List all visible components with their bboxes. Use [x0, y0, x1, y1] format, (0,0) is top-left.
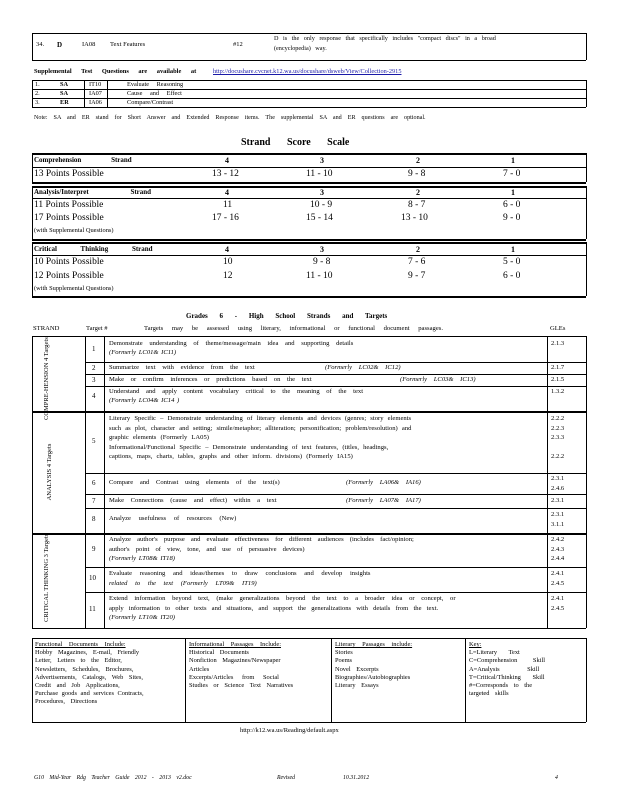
box-line: #=Corresponds to the: [469, 681, 533, 689]
gle-value: 2.4.6: [551, 484, 565, 492]
target-number: 4: [92, 392, 96, 400]
scale-col-2: 2: [416, 156, 420, 165]
target-2-text: Summarize text with evidence from the text: [109, 364, 255, 371]
targets-header-rule: [32, 336, 586, 337]
supp-row-type: SA: [60, 81, 69, 88]
q34-bottom-rule: [32, 60, 586, 61]
target-text-line: captions, maps, charts, tables, graphs and other inform. divisions) (Formerly IA15): [109, 453, 353, 461]
header-gles: GLEs: [550, 325, 566, 332]
boxes-vrule: [32, 638, 33, 722]
scale-col-1: 1: [511, 245, 515, 254]
section-rule-3: [32, 628, 586, 629]
box-line: targeted skills: [469, 690, 509, 698]
gle-value: 2.4.5: [551, 604, 565, 612]
row-rule: [85, 362, 586, 363]
target-3-text: Make or confirm inferences or predictions based on the text: [109, 376, 312, 383]
supp-row-number: 1.: [35, 81, 40, 88]
target-9-gles: [551, 535, 564, 564]
box-title: Informational Passages Include:: [189, 641, 281, 648]
gle-value: 2.2.3: [551, 424, 565, 432]
box-line: A=Analysis Skill: [469, 665, 540, 673]
row-rule: [85, 494, 586, 495]
box-line: T=Critical/Thinking Skill: [469, 673, 545, 681]
target-number: 11: [89, 605, 96, 613]
supp-row-type: ER: [60, 99, 69, 106]
box-line: Credit and Job Applications,: [35, 681, 120, 689]
scale-value: 10: [223, 257, 233, 267]
footer-date: 10.31.2012: [343, 775, 370, 781]
target-9-text: [109, 535, 541, 564]
scale-value: 13 - 10: [401, 213, 428, 223]
targets-frame-right: [586, 336, 587, 628]
supp-row-desc: Evaluate Reasoning: [127, 81, 184, 88]
scale-block1-right: [586, 153, 587, 182]
scale-row-label: 17 Points Possible: [34, 213, 104, 223]
scale-value: 9 - 0: [503, 213, 521, 223]
scale-value: 8 - 7: [408, 200, 426, 210]
target-number: 9: [92, 545, 96, 553]
target-text-line: Understand and apply content vocabulary critical to the meaning of the text: [109, 388, 364, 395]
targets-frame-left: [32, 336, 33, 628]
scale-block3-right: [586, 242, 587, 296]
row-rule: [85, 567, 586, 568]
supplemental-heading: Supplemental Test Questions are available at: [34, 68, 197, 75]
strand-comprehension-text: COMPRE-HENSION 4 Targets: [43, 337, 50, 420]
scale-value: 9 - 8: [408, 169, 426, 179]
scale-block2-right: [586, 186, 587, 239]
target-number: 6: [92, 479, 96, 487]
scale-row-label: 10 Points Possible: [34, 257, 104, 267]
scale-value: 13 - 12: [212, 169, 239, 179]
gle-value: 2.1.7: [551, 364, 565, 371]
supp-rule-1: [32, 80, 586, 81]
q34-number: 34.: [36, 41, 45, 48]
scale-col-4: 4: [225, 188, 229, 197]
box-line: Procedures, Directions: [35, 698, 98, 706]
scale-value: 17 - 16: [212, 213, 239, 223]
row-rule: [85, 592, 586, 593]
supp-vrule-3: [107, 80, 108, 107]
box-line: Excerpts/Articles from Social: [189, 673, 279, 681]
supp-row-code: IA07: [89, 90, 102, 97]
scale-value: 11 - 10: [306, 271, 333, 281]
supp-row-code: IA06: [89, 99, 102, 106]
box-line: Stories: [335, 649, 353, 657]
targets-col-strand: [85, 336, 86, 628]
gle-value: 1.3.2: [551, 388, 565, 395]
gle-value: 2.4.4: [551, 555, 565, 563]
gle-value: 2.1.5: [551, 376, 565, 383]
box-line: Novel Excerpts: [335, 665, 379, 673]
scale-block3-top: [32, 242, 586, 244]
q34-left-rule: [32, 33, 33, 60]
box-title: Functional Documents Include:: [35, 641, 126, 648]
target-text-line: Informational/Functional Specific – Demonstrate understanding of text features, (titles, headings,: [109, 443, 389, 451]
box-informational-passages: [189, 641, 329, 690]
target-number: 2: [92, 364, 96, 372]
target-text-line: apply information to other texts and situations, and support the generalizations with details from the text.: [109, 604, 439, 612]
scale-value: 11: [223, 200, 233, 210]
scale-col-4: 4: [225, 156, 229, 165]
scale-block3-left: [32, 242, 33, 296]
section-rule-1: [32, 411, 586, 413]
target-number: 8: [92, 515, 96, 523]
target-11-gles: [551, 594, 564, 613]
top-rule: [32, 33, 586, 34]
q34-right-rule: [586, 33, 587, 60]
scale-value: 11 - 10: [306, 169, 333, 179]
target-number: 10: [89, 574, 96, 582]
target-text-line: Evaluate reasoning and ideas/themes to draw conclusions and develop insights: [109, 570, 371, 577]
gle-value: 2.1.3: [551, 340, 565, 347]
target-number: 3: [92, 376, 96, 384]
supp-vrule-4: [586, 80, 587, 107]
q34-code: IA08: [82, 41, 96, 48]
scale-value: 9 - 8: [313, 257, 331, 267]
target-formerly: (Formerly LA06& IA16): [346, 479, 421, 486]
target-text-line: Extend information beyond text, (make generalizations beyond the text to a broader idea or concept, or: [109, 595, 456, 602]
target-text-line: related to the text (Formerly LT09& IT19): [109, 579, 257, 587]
supp-row-type: SA: [60, 90, 69, 97]
strand-critical-text: CRITICAL THINKING 3 Targets: [43, 533, 50, 622]
target-text-line: Demonstrate understanding of theme/message/main idea and supporting details: [109, 340, 354, 347]
target-8-gles: [551, 510, 564, 529]
target-6-gles: [551, 474, 564, 493]
strand-critical-label: [43, 533, 74, 622]
boxes-vrule: [331, 638, 332, 722]
scale-block1-top: [32, 153, 586, 155]
scale-value: 9 - 7: [408, 271, 426, 281]
scale-row-label: 13 Points Possible: [34, 169, 104, 179]
scale-value: 6 - 0: [503, 200, 521, 210]
scale-title: Strand Score Scale: [241, 137, 350, 148]
target-6-text: Compare and Contrast using elements of the text(s): [109, 479, 280, 486]
supp-rule-2: [32, 89, 586, 90]
supplemental-link[interactable]: http://docushare.cvcnet.k12.wa.us/docushare/dsweb/View/Collection-2915: [213, 68, 402, 75]
strand-analysis-label: [47, 432, 71, 512]
scale-value: 12: [223, 271, 233, 281]
scale-block1-mid: [32, 167, 586, 168]
scale-block2-bottom: [32, 239, 586, 241]
q34-desc-line2: (encyclopedia) way.: [274, 45, 327, 52]
q34-desc-line1: D is the only response that specifically includes "compact discs" in a broad: [274, 35, 496, 42]
boxes-vrule: [465, 638, 466, 722]
box-functional-documents: [35, 641, 183, 707]
box-line: Newsletters, Schedules, Brochures,: [35, 665, 134, 673]
scale-block1-left: [32, 153, 33, 182]
scale-block3-bottom: [32, 296, 586, 298]
scale-block1-name: Comprehension Strand: [34, 156, 132, 164]
scale-block3-name: Critical Thinking Strand: [34, 245, 153, 253]
target-1-text: [109, 340, 539, 357]
scale-col-2: 2: [416, 245, 420, 254]
gle-value: 2.3.1: [551, 511, 565, 518]
gle-value: 2.4.2: [551, 536, 565, 543]
target-8-text: Analyze usefulness of resources (New): [109, 515, 237, 522]
scale-col-2: 2: [416, 188, 420, 197]
scale-col-3: 3: [320, 245, 324, 254]
supp-row-code: IT10: [89, 81, 102, 88]
gle-value: 2.4.5: [551, 579, 565, 587]
supp-vrule-1: [32, 80, 33, 107]
box-line: Nonfiction Magazines/Newspaper: [189, 657, 281, 665]
target-number: 1: [92, 345, 96, 353]
boxes-top-rule: [32, 638, 586, 639]
target-10-text: [109, 569, 541, 588]
scale-block2-mid: [32, 198, 586, 199]
footer-page-number: 4: [555, 775, 558, 781]
supp-row-number: 2.: [35, 90, 40, 97]
target-text-line: graphic elements (Formerly LA05): [109, 434, 209, 442]
scale-row-label: 11 Points Possible: [34, 200, 104, 210]
footer-revised: Revised: [277, 775, 296, 781]
box-literary-passages: [335, 641, 463, 690]
target-11-text: [109, 594, 541, 623]
boxes-vrule: [185, 638, 186, 722]
scale-col-1: 1: [511, 156, 515, 165]
gle-value: [551, 443, 564, 453]
target-5-gles: [551, 414, 564, 462]
strand-analysis-text: ANALYSIS 4 Targets: [46, 443, 53, 501]
target-number: 5: [92, 437, 96, 445]
scale-col-3: 3: [320, 188, 324, 197]
target-10-gles: [551, 569, 564, 588]
scale-block1-bottom: [32, 182, 586, 184]
scale-value: 10 - 9: [310, 200, 333, 210]
scale-row-label: 12 Points Possible: [34, 271, 104, 281]
target-formerly: (Formerly LC01& IC11): [109, 348, 177, 356]
supp-row-desc: Cause and Effect: [127, 90, 182, 97]
supp-vrule-2: [84, 80, 85, 107]
target-text-line: Literary Specific – Demonstrate understanding of literary elements and devices (genres; story elements: [109, 415, 412, 422]
header-description: Targets may be assessed using literary, informational or functional document passages.: [144, 325, 443, 332]
scale-block2-name: Analysis/Interpret Strand: [34, 188, 152, 196]
scale-block3-mid: [32, 255, 586, 256]
q34-answer: D: [57, 41, 63, 49]
supp-rule-4: [32, 107, 586, 108]
scale-block2-note: (with Supplemental Questions): [34, 227, 114, 234]
header-target: Target #: [86, 325, 108, 332]
scale-block2-left: [32, 186, 33, 239]
target-text-line: Analyze author's purpose and evaluate effectiveness for different audiences (includes fact/opinion;: [109, 536, 414, 543]
box-line: Advertisements, Catalogs, Web Sites,: [35, 673, 143, 681]
row-rule: [85, 473, 586, 474]
gle-value: 2.3.3: [551, 434, 565, 442]
gle-value: 3.1.1: [551, 520, 565, 528]
supp-rule-3: [32, 98, 586, 99]
targets-col-number: [104, 336, 105, 628]
box-line: Literary Essays: [335, 681, 379, 689]
targets-title: Grades 6 - High School Strands and Targets: [186, 312, 388, 320]
scale-col-1: 1: [511, 188, 515, 197]
target-formerly: (Formerly LT10& IT20): [109, 614, 175, 622]
box-line: Poems: [335, 657, 353, 665]
row-rule: [85, 386, 586, 387]
target-formerly: (Formerly LA07& IA17): [346, 497, 421, 504]
gle-value: 2.3.1: [551, 475, 565, 482]
box-line: Historical Documents: [189, 649, 249, 657]
target-number: 7: [92, 497, 96, 505]
box-line: Biographies/Autobiographies: [335, 673, 411, 681]
scale-value: 6 - 0: [503, 271, 521, 281]
box-line: Letter, Letters to the Editor,: [35, 657, 122, 665]
target-formerly: (Formerly LC02& IC12): [325, 364, 401, 371]
box-key: [469, 641, 584, 698]
box-line: C=Comprehension Skill: [469, 657, 546, 665]
scale-value: 7 - 0: [503, 169, 521, 179]
strand-comprehension-label: [43, 337, 74, 420]
header-strand: STRAND: [33, 325, 60, 332]
q34-item: #12: [233, 41, 243, 48]
gle-value: 2.4.3: [551, 545, 565, 553]
box-line: L=Literary Text: [469, 649, 520, 657]
target-text-line: author's point of view, tone, and use of persuasive devices): [109, 545, 305, 553]
gle-value: 2.2.2: [551, 453, 565, 461]
box-line: Purchase goods and services Contracts,: [35, 690, 144, 698]
supp-row-number: 3.: [35, 99, 40, 106]
targets-col-gles: [547, 336, 548, 628]
scale-value: 15 - 14: [306, 213, 333, 223]
box-line: Hobby Magazines, E-mail, Friendly: [35, 649, 140, 657]
scale-value: 5 - 0: [503, 257, 521, 267]
scale-col-3: 3: [320, 156, 324, 165]
box-title: Literary Passages include:: [335, 641, 413, 648]
scale-block3-note: (with Supplemental Questions): [34, 285, 114, 292]
scale-col-4: 4: [225, 245, 229, 254]
row-rule: [85, 508, 586, 509]
row-rule: [85, 374, 586, 375]
box-line: Studies or Science Text Narratives: [189, 681, 294, 689]
target-7-text: Make Connections (cause and effect) within a text: [109, 497, 277, 504]
target-text-line: such as plot, character and setting; simile/metaphor; alliteration; personification; problem/resolution) and: [109, 424, 412, 432]
target-formerly: (Formerly LT08& IT18): [109, 555, 175, 563]
box-line: Articles: [189, 665, 210, 673]
supplemental-note: Note: SA and ER stand for Short Answer and Extended Response items. The supplemental SA and ER questions are optional.: [34, 115, 426, 121]
boxes-vrule: [586, 638, 587, 722]
gle-value: 2.3.1: [551, 497, 565, 504]
supp-row-desc: Compare/Contrast: [127, 99, 174, 106]
box-title: Key:: [469, 641, 482, 648]
boxes-bottom-rule: [32, 722, 586, 723]
target-4-text: [109, 388, 539, 405]
scale-value: 7 - 6: [408, 257, 426, 267]
target-formerly: (Formerly LC03& IC13): [400, 376, 476, 383]
reading-url[interactable]: http://k12.wa.us/Reading/default.aspx: [240, 727, 339, 734]
gle-value: 2.4.1: [551, 595, 565, 602]
target-5-text: [109, 414, 541, 462]
gle-value: 2.4.1: [551, 570, 565, 577]
gle-value: 2.2.2: [551, 415, 565, 422]
footer-doc-name: G10 Mid-Year Rdg Teacher Guide 2012 - 2013 v2.doc: [34, 775, 192, 781]
target-formerly: (Formerly LC04& IC14 ): [109, 396, 180, 404]
q34-feature: Text Features: [110, 41, 146, 48]
